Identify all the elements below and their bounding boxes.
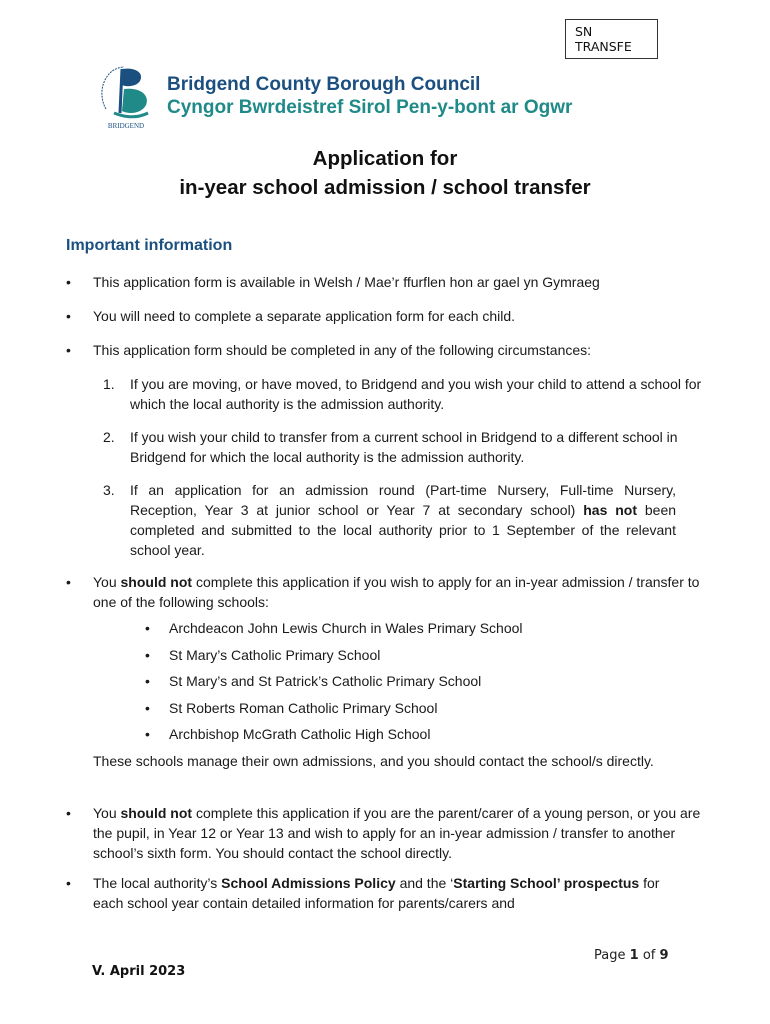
bullet-icon: • — [66, 875, 71, 891]
bullet-icon: • — [145, 726, 150, 742]
bullet-icon: • — [66, 574, 71, 590]
circumstance-3-text-after: been completed and submitted to the local authority prior to 1 September of the relevant school year. — [130, 502, 677, 558]
document-title — [0, 144, 770, 202]
bridgend-logo-icon — [96, 63, 156, 131]
circumstance-3-text-before: If an application for an admission round (Part-time Nursery, Full-time Nursery, Reception, Year 3 at junior school or Year 7 at secondary school) — [130, 482, 676, 518]
bullet-icon: • — [66, 805, 71, 821]
page-total: 9 — [659, 948, 669, 963]
should-not-suffix: complete this application if you are the parent/carer of a young person, or you are the pupil, in Year 12 or Year 13 and wish to apply for an in-year admission / transfer to another school’s sixth form. You should contact the school directly. — [93, 805, 701, 861]
bullet-should-not-schools — [93, 572, 703, 612]
title-line-1: Application for — [312, 147, 458, 170]
should-not-suffix: complete this application if you wish to apply for an in-year admission / transfer to one of the following schools: — [93, 574, 700, 610]
excluded-school: Archdeacon John Lewis Church in Wales Primary School — [169, 620, 523, 636]
list-number: 1. — [103, 376, 115, 392]
excluded-school: Archbishop McGrath Catholic High School — [169, 726, 431, 742]
important-information-heading: Important information — [66, 237, 233, 254]
bullet-admissions-policy — [93, 873, 683, 913]
bullet-should-not-sixth-form — [93, 803, 705, 863]
policy-text-2: and the ‘ — [399, 875, 454, 891]
circumstance-3-bold: has not — [583, 502, 637, 518]
reference-code-box — [565, 19, 658, 59]
bullet-icon: • — [145, 620, 150, 636]
list-number: 3. — [103, 482, 115, 498]
bullet-icon: • — [66, 274, 71, 290]
page-label: Page — [594, 948, 626, 963]
excluded-school: St Mary’s and St Patrick’s Catholic Primary School — [169, 673, 482, 689]
should-not-bold: should not — [120, 805, 193, 821]
council-name-english: Bridgend County Borough Council — [167, 74, 481, 95]
reference-code-line-2: TRANSFE — [575, 39, 632, 54]
manage-admissions-note: These schools manage their own admissions, and you should contact the school/s directly. — [93, 753, 654, 769]
should-not-prefix: You — [93, 805, 117, 821]
bullet-icon: • — [66, 342, 71, 358]
policy-text-1: The local authority’s — [93, 875, 218, 891]
excluded-school: St Mary’s Catholic Primary School — [169, 647, 381, 663]
bullet-icon: • — [145, 673, 150, 689]
bullet-welsh-availability: This application form is available in Welsh / Mae’r ffurflen hon ar gael yn Gymraeg — [93, 274, 600, 290]
bullet-icon: • — [66, 308, 71, 324]
document-version: V. April 2023 — [92, 964, 186, 979]
circumstance-1: If you are moving, or have moved, to Bridgend and you wish your child to attend a school for which the local authority is the admission authority. — [130, 376, 702, 412]
title-line-2: in-year school admission / school transfer — [179, 176, 591, 199]
svg-text:BRIDGEND: BRIDGEND — [107, 122, 145, 130]
policy-bold-starting-school: Starting School’ prospectus — [453, 875, 640, 891]
should-not-bold: should not — [120, 574, 193, 590]
bullet-icon: • — [145, 647, 150, 663]
page-of: of — [642, 948, 656, 963]
bullet-icon: • — [145, 700, 150, 716]
excluded-school: St Roberts Roman Catholic Primary School — [169, 700, 438, 716]
policy-bold-admissions-policy: School Admissions Policy — [221, 875, 396, 891]
council-name — [167, 73, 572, 119]
should-not-prefix: You — [93, 574, 117, 590]
reference-code-line-1: SN — [575, 24, 593, 39]
page-number — [594, 948, 669, 963]
circumstance-2: If you wish your child to transfer from a current school in Bridgend to a different school in Bridgend for which the local authority is the admission authority. — [130, 429, 678, 465]
policy-text-3: for each school year contain detailed information for parents/carers and — [93, 875, 660, 911]
list-number: 2. — [103, 429, 115, 445]
council-name-welsh: Cyngor Bwrdeistref Sirol Pen-y-bont ar Ogwr — [167, 97, 573, 118]
bullet-separate-form: You will need to complete a separate application form for each child. — [93, 308, 516, 324]
page-current: 1 — [629, 948, 639, 963]
circumstance-3 — [130, 480, 676, 560]
bullet-circumstances: This application form should be completed in any of the following circumstances: — [93, 342, 592, 358]
